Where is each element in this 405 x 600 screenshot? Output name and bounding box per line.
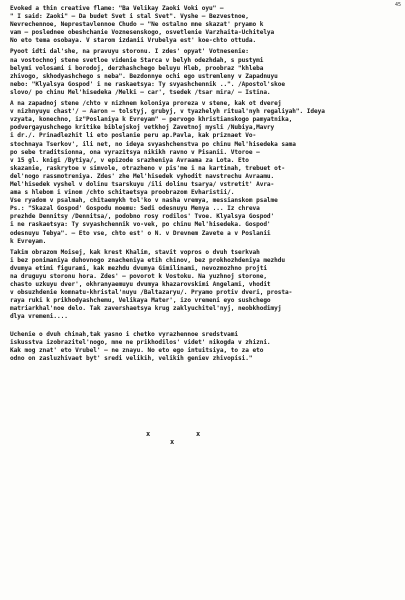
text-line: Pyoot idti dal'she, na pravuyu storonu. I zdes' opyat' Votnesenie: xyxy=(10,48,249,56)
section-marker: x xyxy=(196,430,201,438)
text-line: zhivogo, skhodyashchego s neba". Bezdonnye ochi ego ustremleny v Zapadnuyu xyxy=(10,72,278,80)
text-line: Ps.: "Skazal Gospod' Gospodu moemu: Sedi odesnuyu Menya ... Iz chreva xyxy=(10,205,260,213)
text-line: v 15 gl. knigi /Bytiya/, v epizode srazheniya Avraama za Lota. Eto xyxy=(10,156,249,164)
text-line: skazanie, raskrytoe v simvole, otrazheno v pis'me i na kartinah, trebuet ot- xyxy=(10,164,286,172)
paragraph-3 xyxy=(10,100,398,246)
text-line: Nevrechennoe, Neprestavlennoe Chudo – "Ne ostalno mne skazat' pryamo k xyxy=(10,21,264,29)
text-line: dlya vremeni.... xyxy=(10,313,68,321)
text-line: Kak mog znat' eto Vrubel' – ne znayu. No eto ego intuitsiya, to za eto xyxy=(10,346,264,354)
section-markers xyxy=(0,430,405,460)
text-line: Vse ryadom v psalmah, chitaemykh tol'ko v nasha vremya, messianskom psalme xyxy=(10,197,278,205)
text-line: iskusstva izobrazitel'nogo, mne ne prikhodilos' videt' nikogda v zhizni. xyxy=(10,338,271,346)
text-line: ama s hlebom i vinom /chto schitaetsya proobrazom Evharistii/. xyxy=(10,189,235,197)
text-line: Uchenie o dvuh chinah,tak yasno i chetko vyrazhennoe sredstvami xyxy=(10,330,238,338)
text-line: k Evreyam. xyxy=(10,237,47,245)
paragraph-5 xyxy=(10,331,398,363)
text-line: del'nogo rassmotreniya. Zdes' zhe Mel'hisedek vyhodit navstrechu Avraamu. xyxy=(10,172,275,180)
paragraph-2 xyxy=(10,48,398,97)
text-line: prezhde Dennitsy /Dennitsa/, podobno rosy rodilos' Tvoe. Klyalsya Gospod' xyxy=(10,213,275,221)
text-line: slovo/ po chinu Mel'hisedeka /Melki – car', tsedek /tsar mira/ – Istina. xyxy=(10,88,271,96)
paragraph-4 xyxy=(10,249,398,322)
text-line: na druguyu storonu hora. Zdes' – povorot k Vostoku. Na yuzhnoj storone, xyxy=(10,273,267,280)
text-line: nebo: "Klyalsya Gospod' i ne raskaetsya: Ty svyashchennik ..". /Apostol'skoe xyxy=(10,80,286,88)
body-text xyxy=(10,5,398,366)
text-line: No eto tema osobaya. V starom izdanii Vrubelya est' koe-chto ottuda. xyxy=(10,37,257,45)
text-line: A na zapadnoj stene /chto v nizhnem koloniya proreza v stene, kak ot dverej xyxy=(10,100,282,108)
text-line: po sebe traditsionna, ona vyrazitsya nikikh ravno v Pisanii. Vtoroe – xyxy=(10,148,260,156)
text-line: odesnuyu Tebya". – Eto vse, chto est' o N. v Drevnem Zavete a v Poslanii xyxy=(10,229,271,237)
text-line: " I said: Zaoki" – Da budet Svet i stal Svet". Vyshe – Bezvestnoe, xyxy=(10,13,249,21)
text-line: v nizhnyuyu chast'/ – Aaron – tolstyj, grubyj, v tyazhelyh ritual'nyh regaliyah". Ideya xyxy=(10,108,325,116)
paragraph-1 xyxy=(10,5,398,45)
text-line: chasto uzkuyu dver', okhranyaemuyu dvumya khazarovskimi Angelami, vhodit xyxy=(10,281,271,289)
text-line: Mel'hisedek vyshel v dolinu tsarskuyu /ili dolinu tsarya/ vstretit' Avra- xyxy=(10,180,275,188)
text-line: Evoked a thin creative flame: "Ba Velikay Zaoki Voki oyu" — xyxy=(10,5,224,12)
section-marker: x xyxy=(146,430,151,438)
text-line: i dr./. Prinadlezhit li eto poslanie peru ap.Pavla, kak priznaet Vo- xyxy=(10,132,257,140)
section-marker: x xyxy=(170,438,175,446)
text-line: v obsuzhdenie komnatu-khristal'nuyu /Baltazaryu/. Pryamo protiv dveri, prosta- xyxy=(10,289,293,297)
text-line: podvergayushchego kritike biblejskoj vetkhoj Zavetnoj mysli /Nubiya,Mavry xyxy=(10,124,275,132)
text-line: odno on zasluzhivaet byt' sredi velikih, velikih geniev zhivopisi." xyxy=(10,354,253,362)
text-line: i bez ponimaniya duhovnogo znacheniya etih chinov, bez prokhozhdeniya mezhdu xyxy=(10,256,286,264)
page-number: 45 xyxy=(394,2,401,8)
text-line: stochnaya Tserkov', ili net, no ideya svyashchenstva po chinu Mel'hisedeka sama xyxy=(10,140,296,148)
text-line: belymi volosami i borodoj, derzhashchego beluyu Hleb, proobraz "khleba xyxy=(10,64,264,72)
text-line: i ne raskaetsya: Ty svyashchennik vo-vek, po chinu Mel'hisedeka. Gospod' xyxy=(10,221,271,229)
text-line: dvumya etimi figurami, kak mezhdu dvumya Gimilinami, nevozmozhno projti xyxy=(10,264,267,272)
text-line: raya ruki k prikhodyashchemu, Velikaya Mater', izo vremeni eyo sushchego xyxy=(10,297,271,305)
text-line: na vostochnoj stene svetloe videnie Starca v belyh odezhdah, s pustymi xyxy=(10,56,264,64)
text-line: vam – poslednee obeshchanie Voznesenskogo, osvetlenie Varzhaita-Uchitelya xyxy=(10,29,275,37)
text-line: vzyata, konechno, iz"Poslaniya k Evreyam" – pervogo khristianskogo pamyatnika, xyxy=(10,116,293,124)
text-line: Takim obrazom Moisej, kak krest Khalim, stavit vopros o dvuh tserkvah xyxy=(10,248,260,256)
text-line: matriarkhal'noe delo. Tak zavershaetsya krug zaklyuchitel'nyj, neobkhodimyj xyxy=(10,305,282,313)
